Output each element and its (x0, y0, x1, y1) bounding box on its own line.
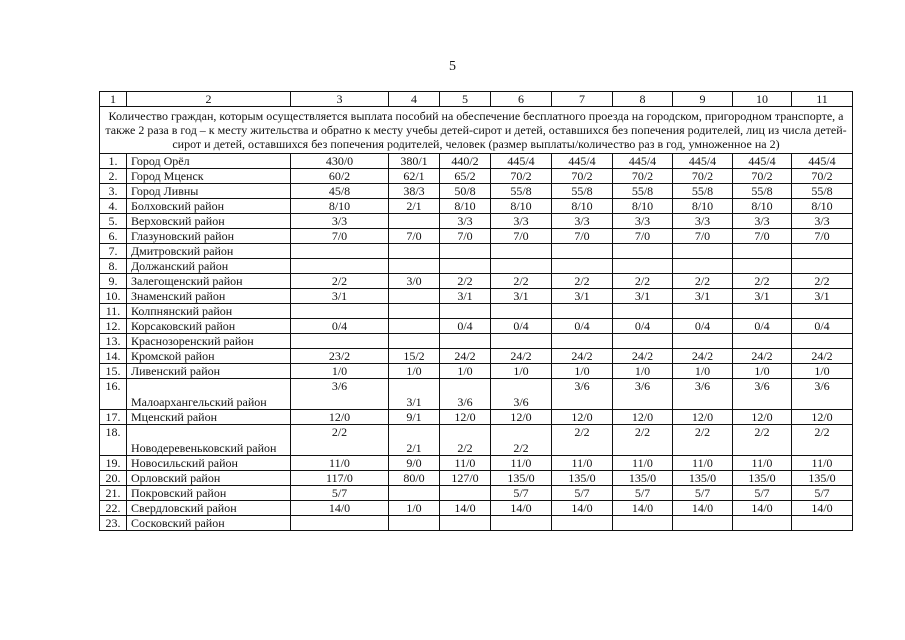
value-cell: 5/7 (613, 486, 673, 501)
value-cell (440, 486, 491, 501)
value-cell: 11/0 (552, 456, 613, 471)
value-cell: 12/0 (291, 410, 389, 425)
table-row (100, 274, 853, 289)
table-row (100, 214, 853, 229)
table-row (100, 304, 853, 319)
value-cell: 12/0 (733, 410, 792, 425)
value-cell: 8/10 (291, 199, 389, 214)
value-cell (291, 334, 389, 349)
district-name: Новодеревеньковский район (127, 425, 291, 456)
district-name: Корсаковский район (127, 319, 291, 334)
value-cell (389, 319, 440, 334)
value-cell: 11/0 (613, 456, 673, 471)
column-number-7: 7 (552, 92, 613, 107)
value-cell (491, 304, 552, 319)
row-number: 18. (100, 425, 127, 456)
district-name: Покровский район (127, 486, 291, 501)
value-cell: 3/0 (389, 274, 440, 289)
value-cell: 55/8 (792, 184, 853, 199)
value-cell: 445/4 (552, 154, 613, 169)
value-cell: 3/3 (792, 214, 853, 229)
value-cell: 2/2 (552, 425, 613, 456)
value-cell: 5/7 (552, 486, 613, 501)
value-cell: 65/2 (440, 169, 491, 184)
table-row (100, 425, 853, 456)
column-number-9: 9 (673, 92, 733, 107)
value-cell (673, 334, 733, 349)
value-cell (291, 244, 389, 259)
value-cell: 70/2 (491, 169, 552, 184)
table-row (100, 229, 853, 244)
district-name: Мценский район (127, 410, 291, 425)
value-cell (673, 244, 733, 259)
value-cell: 1/0 (613, 364, 673, 379)
value-cell: 2/2 (673, 274, 733, 289)
value-cell (491, 244, 552, 259)
value-cell: 14/0 (440, 501, 491, 516)
value-cell: 5/7 (491, 486, 552, 501)
value-cell (440, 516, 491, 531)
district-name: Верховский район (127, 214, 291, 229)
value-cell: 9/0 (389, 456, 440, 471)
value-cell (291, 304, 389, 319)
table-row (100, 486, 853, 501)
value-cell: 0/4 (613, 319, 673, 334)
value-cell: 3/6 (491, 379, 552, 410)
value-cell: 3/1 (291, 289, 389, 304)
value-cell: 440/2 (440, 154, 491, 169)
value-cell: 5/7 (673, 486, 733, 501)
column-number-1: 1 (100, 92, 127, 107)
value-cell: 3/1 (733, 289, 792, 304)
value-cell (389, 289, 440, 304)
district-name: Залегощенский район (127, 274, 291, 289)
value-cell: 3/3 (491, 214, 552, 229)
row-number: 23. (100, 516, 127, 531)
value-cell: 12/0 (440, 410, 491, 425)
district-name: Город Орёл (127, 154, 291, 169)
district-name: Сосковский район (127, 516, 291, 531)
value-cell: 15/2 (389, 349, 440, 364)
value-cell: 3/1 (440, 289, 491, 304)
table-row (100, 184, 853, 199)
value-cell (440, 304, 491, 319)
value-cell: 445/4 (733, 154, 792, 169)
column-number-3: 3 (291, 92, 389, 107)
value-cell: 12/0 (491, 410, 552, 425)
district-name: Дмитровский район (127, 244, 291, 259)
value-cell: 55/8 (491, 184, 552, 199)
value-cell: 8/10 (733, 199, 792, 214)
value-cell: 2/2 (440, 274, 491, 289)
value-cell: 2/1 (389, 425, 440, 456)
value-cell: 2/2 (491, 425, 552, 456)
value-cell (291, 516, 389, 531)
value-cell: 0/4 (440, 319, 491, 334)
value-cell: 3/1 (792, 289, 853, 304)
row-number: 21. (100, 486, 127, 501)
column-number-8: 8 (613, 92, 673, 107)
value-cell (291, 259, 389, 274)
value-cell: 135/0 (552, 471, 613, 486)
value-cell: 135/0 (613, 471, 673, 486)
value-cell: 24/2 (792, 349, 853, 364)
value-cell (792, 244, 853, 259)
value-cell: 38/3 (389, 184, 440, 199)
value-cell (552, 334, 613, 349)
value-cell (792, 259, 853, 274)
table-row (100, 516, 853, 531)
value-cell: 3/6 (613, 379, 673, 410)
value-cell (440, 259, 491, 274)
value-cell: 445/4 (792, 154, 853, 169)
value-cell: 3/3 (552, 214, 613, 229)
row-number: 7. (100, 244, 127, 259)
row-number: 16. (100, 379, 127, 410)
value-cell: 55/8 (552, 184, 613, 199)
value-cell (389, 244, 440, 259)
column-number-4: 4 (389, 92, 440, 107)
value-cell: 135/0 (673, 471, 733, 486)
district-name: Глазуновский район (127, 229, 291, 244)
value-cell: 3/3 (733, 214, 792, 229)
value-cell: 2/2 (613, 425, 673, 456)
row-number: 19. (100, 456, 127, 471)
value-cell: 70/2 (613, 169, 673, 184)
value-cell (491, 334, 552, 349)
value-cell: 70/2 (552, 169, 613, 184)
value-cell: 0/4 (673, 319, 733, 334)
value-cell: 11/0 (291, 456, 389, 471)
value-cell: 7/0 (552, 229, 613, 244)
value-cell: 1/0 (552, 364, 613, 379)
table-row (100, 154, 853, 169)
value-cell (733, 334, 792, 349)
value-cell: 2/2 (552, 274, 613, 289)
table-row (100, 199, 853, 214)
column-number-5: 5 (440, 92, 491, 107)
row-number: 6. (100, 229, 127, 244)
value-cell (733, 259, 792, 274)
value-cell (673, 259, 733, 274)
value-cell (613, 334, 673, 349)
value-cell: 1/0 (733, 364, 792, 379)
row-number: 20. (100, 471, 127, 486)
value-cell: 7/0 (733, 229, 792, 244)
value-cell: 7/0 (673, 229, 733, 244)
value-cell: 8/10 (673, 199, 733, 214)
value-cell: 70/2 (792, 169, 853, 184)
value-cell: 3/3 (291, 214, 389, 229)
table-row (100, 169, 853, 184)
value-cell: 55/8 (733, 184, 792, 199)
value-cell (440, 334, 491, 349)
row-number: 3. (100, 184, 127, 199)
value-cell: 3/6 (440, 379, 491, 410)
district-name: Колпнянский район (127, 304, 291, 319)
value-cell (792, 304, 853, 319)
value-cell (389, 486, 440, 501)
value-cell: 45/8 (291, 184, 389, 199)
column-number-row (100, 92, 853, 107)
value-cell: 14/0 (613, 501, 673, 516)
district-name: Кромской район (127, 349, 291, 364)
value-cell: 55/8 (673, 184, 733, 199)
table-row (100, 259, 853, 274)
district-name: Болховский район (127, 199, 291, 214)
value-cell (613, 259, 673, 274)
value-cell: 8/10 (552, 199, 613, 214)
value-cell: 7/0 (613, 229, 673, 244)
value-cell: 7/0 (491, 229, 552, 244)
description-row (100, 107, 853, 154)
column-number-6: 6 (491, 92, 552, 107)
value-cell: 70/2 (733, 169, 792, 184)
value-cell: 3/1 (491, 289, 552, 304)
column-number-11: 11 (792, 92, 853, 107)
value-cell: 7/0 (440, 229, 491, 244)
value-cell: 2/1 (389, 199, 440, 214)
value-cell: 8/10 (792, 199, 853, 214)
value-cell (733, 244, 792, 259)
district-name: Должанский район (127, 259, 291, 274)
value-cell: 3/3 (613, 214, 673, 229)
row-number: 13. (100, 334, 127, 349)
table-row (100, 334, 853, 349)
value-cell (552, 304, 613, 319)
row-number: 9. (100, 274, 127, 289)
district-name: Город Мценск (127, 169, 291, 184)
table-row (100, 456, 853, 471)
district-name: Орловский район (127, 471, 291, 486)
page-number: 5 (449, 59, 456, 74)
value-cell (389, 516, 440, 531)
district-name: Знаменский район (127, 289, 291, 304)
value-cell: 24/2 (673, 349, 733, 364)
value-cell: 0/4 (733, 319, 792, 334)
data-table (99, 91, 853, 531)
value-cell: 12/0 (792, 410, 853, 425)
value-cell: 11/0 (440, 456, 491, 471)
value-cell (613, 304, 673, 319)
value-cell: 5/7 (792, 486, 853, 501)
value-cell (613, 516, 673, 531)
value-cell: 24/2 (733, 349, 792, 364)
value-cell: 12/0 (673, 410, 733, 425)
value-cell: 7/0 (389, 229, 440, 244)
value-cell (491, 259, 552, 274)
table-row (100, 501, 853, 516)
value-cell (389, 259, 440, 274)
value-cell: 3/1 (389, 379, 440, 410)
row-number: 17. (100, 410, 127, 425)
row-number: 22. (100, 501, 127, 516)
value-cell (552, 259, 613, 274)
value-cell: 3/6 (552, 379, 613, 410)
value-cell: 1/0 (440, 364, 491, 379)
value-cell: 9/1 (389, 410, 440, 425)
value-cell: 1/0 (491, 364, 552, 379)
value-cell: 0/4 (491, 319, 552, 334)
value-cell: 3/6 (673, 379, 733, 410)
value-cell: 23/2 (291, 349, 389, 364)
value-cell (552, 516, 613, 531)
value-cell: 11/0 (673, 456, 733, 471)
column-number-2: 2 (127, 92, 291, 107)
value-cell: 1/0 (389, 501, 440, 516)
value-cell: 3/1 (552, 289, 613, 304)
value-cell: 127/0 (440, 471, 491, 486)
value-cell (792, 334, 853, 349)
value-cell: 14/0 (552, 501, 613, 516)
value-cell: 0/4 (792, 319, 853, 334)
value-cell: 2/2 (792, 425, 853, 456)
value-cell (673, 516, 733, 531)
value-cell: 11/0 (491, 456, 552, 471)
value-cell: 3/6 (792, 379, 853, 410)
value-cell: 24/2 (552, 349, 613, 364)
value-cell: 8/10 (491, 199, 552, 214)
table-row (100, 410, 853, 425)
value-cell: 2/2 (291, 274, 389, 289)
district-name: Малоархангельский район (127, 379, 291, 410)
value-cell: 8/10 (613, 199, 673, 214)
value-cell: 135/0 (792, 471, 853, 486)
value-cell: 445/4 (673, 154, 733, 169)
value-cell: 3/1 (613, 289, 673, 304)
row-number: 12. (100, 319, 127, 334)
table-row (100, 349, 853, 364)
row-number: 4. (100, 199, 127, 214)
value-cell (673, 304, 733, 319)
value-cell: 5/7 (733, 486, 792, 501)
value-cell (733, 304, 792, 319)
value-cell (733, 516, 792, 531)
value-cell (491, 516, 552, 531)
district-name: Свердловский район (127, 501, 291, 516)
value-cell: 8/10 (440, 199, 491, 214)
value-cell (389, 334, 440, 349)
value-cell: 24/2 (440, 349, 491, 364)
value-cell: 24/2 (491, 349, 552, 364)
value-cell: 0/4 (552, 319, 613, 334)
row-number: 2. (100, 169, 127, 184)
value-cell: 3/6 (733, 379, 792, 410)
table-description: Количество граждан, которым осуществляется выплата пособий на обеспечение бесплатного проезда на городском, пригородном транспорте, а также 2 раза в год – к месту жительства и обратно к месту учебы детей-сирот и детей, оставшихся без попечения родителей, лиц из числа детей-сирот и детей, оставшихся без попечения родителей, человек (размер выплаты/количество раз в год, умноженное на 2) (100, 107, 853, 154)
table-body (100, 92, 853, 531)
value-cell: 135/0 (733, 471, 792, 486)
value-cell: 135/0 (491, 471, 552, 486)
value-cell (440, 244, 491, 259)
district-name: Краснозоренский район (127, 334, 291, 349)
value-cell: 14/0 (491, 501, 552, 516)
value-cell: 80/0 (389, 471, 440, 486)
value-cell: 3/1 (673, 289, 733, 304)
row-number: 11. (100, 304, 127, 319)
value-cell (792, 516, 853, 531)
value-cell: 11/0 (792, 456, 853, 471)
value-cell: 2/2 (733, 274, 792, 289)
value-cell: 1/0 (792, 364, 853, 379)
value-cell: 55/8 (613, 184, 673, 199)
value-cell: 5/7 (291, 486, 389, 501)
table-row (100, 289, 853, 304)
district-name: Город Ливны (127, 184, 291, 199)
row-number: 15. (100, 364, 127, 379)
value-cell (552, 244, 613, 259)
value-cell: 430/0 (291, 154, 389, 169)
table-row (100, 244, 853, 259)
value-cell: 2/2 (792, 274, 853, 289)
value-cell: 14/0 (673, 501, 733, 516)
value-cell: 3/6 (291, 379, 389, 410)
value-cell: 2/2 (733, 425, 792, 456)
row-number: 14. (100, 349, 127, 364)
value-cell: 14/0 (733, 501, 792, 516)
value-cell (389, 214, 440, 229)
value-cell (389, 304, 440, 319)
value-cell: 7/0 (291, 229, 389, 244)
value-cell: 3/3 (440, 214, 491, 229)
value-cell: 445/4 (613, 154, 673, 169)
value-cell: 24/2 (613, 349, 673, 364)
value-cell: 60/2 (291, 169, 389, 184)
value-cell: 2/2 (440, 425, 491, 456)
value-cell: 0/4 (291, 319, 389, 334)
value-cell: 2/2 (673, 425, 733, 456)
value-cell: 7/0 (792, 229, 853, 244)
district-name: Ливенский район (127, 364, 291, 379)
value-cell: 14/0 (291, 501, 389, 516)
value-cell: 1/0 (673, 364, 733, 379)
row-number: 1. (100, 154, 127, 169)
value-cell: 12/0 (552, 410, 613, 425)
district-name: Новосильский район (127, 456, 291, 471)
value-cell: 11/0 (733, 456, 792, 471)
table-row (100, 364, 853, 379)
value-cell: 445/4 (491, 154, 552, 169)
value-cell (613, 244, 673, 259)
table-row (100, 471, 853, 486)
value-cell: 3/3 (673, 214, 733, 229)
value-cell: 62/1 (389, 169, 440, 184)
value-cell: 50/8 (440, 184, 491, 199)
value-cell: 70/2 (673, 169, 733, 184)
value-cell: 380/1 (389, 154, 440, 169)
value-cell: 2/2 (491, 274, 552, 289)
value-cell: 1/0 (291, 364, 389, 379)
row-number: 8. (100, 259, 127, 274)
value-cell: 117/0 (291, 471, 389, 486)
value-cell: 1/0 (389, 364, 440, 379)
row-number: 10. (100, 289, 127, 304)
value-cell: 2/2 (613, 274, 673, 289)
column-number-10: 10 (733, 92, 792, 107)
value-cell: 12/0 (613, 410, 673, 425)
value-cell: 14/0 (792, 501, 853, 516)
table-row (100, 379, 853, 410)
table-row (100, 319, 853, 334)
value-cell: 2/2 (291, 425, 389, 456)
row-number: 5. (100, 214, 127, 229)
